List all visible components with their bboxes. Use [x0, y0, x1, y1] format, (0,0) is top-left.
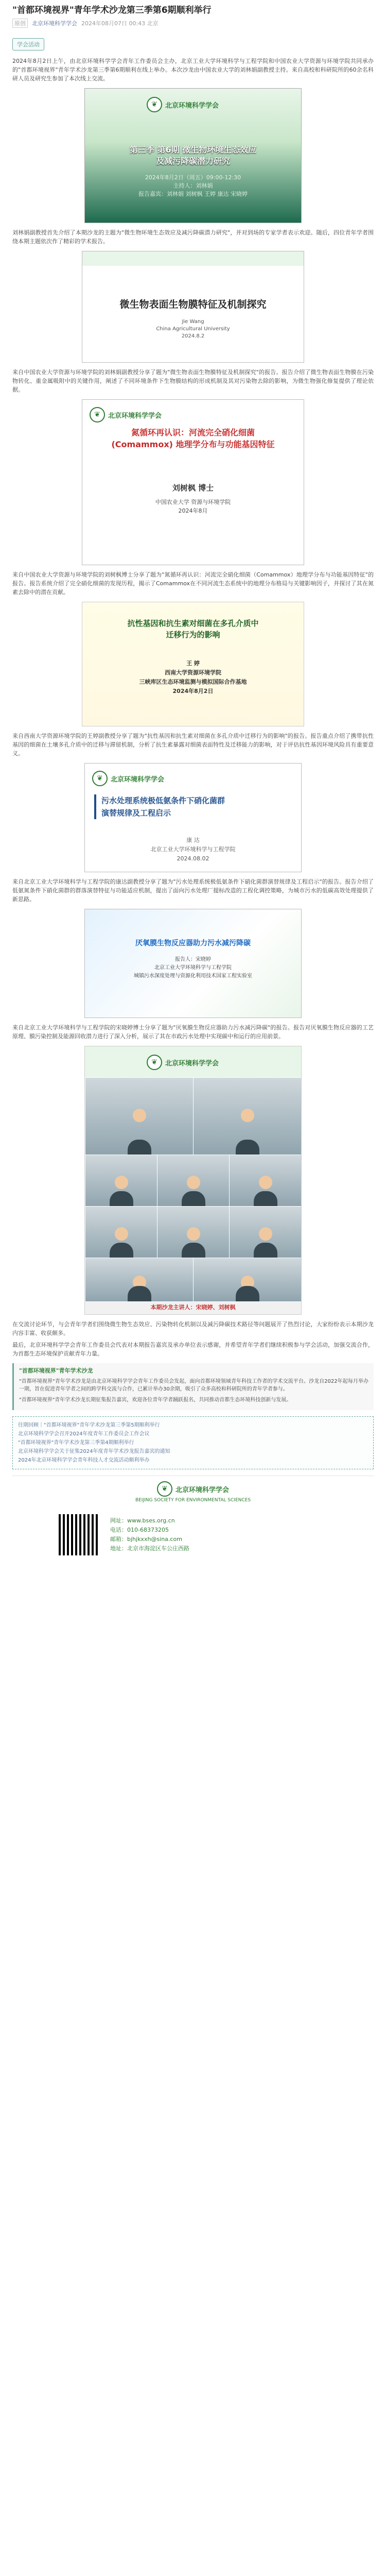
qr-code	[59, 1514, 100, 1555]
poster-title-line1: 第三季 第6期 微生物环境生态效应	[129, 145, 257, 155]
slide-date: 2024.08.02	[177, 855, 209, 862]
leaf-icon: ❦	[147, 1055, 162, 1070]
slide-speaker: Jie Wang	[182, 319, 204, 325]
collage-header	[85, 1046, 301, 1077]
article-title: "首都环境视界"青年学术沙龙第三季第6期顺利举行	[12, 5, 212, 15]
footer-society-name: 北京环境科学学会	[175, 1486, 229, 1494]
collage-caption: 本期沙龙主讲人：宋晓婷、刘树枫	[150, 1304, 236, 1311]
slide-affiliation: 北京工业大学环境科学与工程学院	[150, 846, 236, 853]
slide-byline	[85, 956, 301, 980]
participant-video	[193, 1077, 302, 1156]
report-slide-4	[84, 763, 302, 872]
original-tag: 原创	[12, 19, 28, 28]
slide-byline	[82, 318, 304, 340]
contact-tel: 电话：010-68373205	[110, 1527, 169, 1533]
related-links	[12, 1416, 374, 1469]
participant-video	[157, 1206, 230, 1259]
slide-title-line1: 污水处理系统极低氨条件下硝化菌群	[101, 796, 225, 805]
slide-affiliation-line1: 西南大学资源环境学院	[165, 669, 221, 676]
article-meta	[12, 19, 374, 28]
quote-lead: "首都环境视界"青年学术沙龙	[19, 1367, 93, 1374]
salon-intro-quote	[12, 1363, 374, 1410]
slide-affiliation	[82, 498, 304, 515]
leaf-icon: ❦	[92, 771, 108, 786]
related-link[interactable]: "首都环境视界"青年学术沙龙第三季第4期顺利举行	[18, 1440, 134, 1446]
slide-date: 2024年8月	[178, 507, 208, 514]
slide-title: 厌氧膜生物反应器助力污水减污降碳	[135, 939, 251, 947]
leaf-icon: ❦	[147, 97, 162, 112]
slide-affiliation-line1: 中国农业大学 资源与环境学院	[155, 499, 231, 505]
slide-title-line1: 氮循环再认识：河流完全硝化细菌	[131, 428, 255, 437]
slide-title	[94, 794, 292, 819]
slide-title: 微生物表面生物膜特征及机制探究	[119, 299, 267, 310]
leaf-icon: ❦	[157, 1481, 172, 1497]
report-slide-1	[82, 251, 304, 363]
poster-host: 主持人：刘林娟	[173, 182, 213, 189]
society-logo	[147, 97, 219, 112]
slide-byline	[82, 659, 304, 696]
society-name: 北京环境科学学会	[111, 775, 165, 784]
slide-title-line1: 抗性基因和抗生素对细菌在多孔介质中	[127, 619, 259, 628]
poster-title	[85, 144, 301, 167]
poster-title-line2: 及减污降碳潜力研究	[155, 156, 230, 166]
paragraph-discussion: 在交流讨论环节，与会青年学者们围绕微生物生态效应、污染物转化机制以及减污降碳技术路径等问题展开了热烈讨论，大家纷纷表示本期沙龙内容丰富、收获颇多。	[12, 1321, 374, 1336]
footer-society-en: BEIJING SOCIETY FOR ENVIRONMENTAL SCIENCES	[135, 1498, 251, 1503]
report-slide-5	[84, 909, 302, 1018]
slide-title	[82, 427, 304, 450]
participant-video	[85, 1206, 158, 1259]
report-slide-3	[82, 602, 304, 726]
related-link[interactable]: 北京环境科学学会召开2024年度青年工作委员会工作会议	[18, 1431, 150, 1437]
slide-title-line2: (Comammox) 地理学分布与功能基因特征	[111, 439, 275, 449]
slide-header	[82, 251, 304, 266]
society-name: 北京环境科学学会	[108, 412, 162, 420]
poster-info	[85, 174, 301, 198]
slide-title-line2: 演替规律及工程启示	[101, 808, 171, 818]
society-logo	[92, 771, 164, 786]
participant-video	[85, 1077, 194, 1156]
slide-speaker: 刘树枫 博士	[172, 483, 214, 493]
paragraph-report-3: 来自西南大学资源环境学院的王婷副教授分享了题为"抗性基因和抗生素对细菌在多孔介质中迁移行为的影响"的报告。报告重点介绍了携带抗性基因的细菌在土壤多孔介质中的迁移与滞留机制，分析了抗生素暴露对细菌表面特性及迁移能力的影响，对于评估抗性基因环境风险具有重要意义。	[12, 733, 374, 757]
slide-speaker: 康 达	[186, 837, 200, 843]
slide-affiliation: China Agricultural University	[156, 326, 230, 332]
poster-date: 2024年8月2日（周五）09:00-12:30	[145, 174, 241, 181]
paragraph-report-1: 来自中国农业大学资源与环境学院的刘林娟副教授分享了题为"微生物表面生物膜特征及机制探究"的报告。报告介绍了微生物表面生物膜在污染物转化、重金属吸附中的关键作用，阐述了不同环境条件下生物膜结构的形成机制及其对污染物去除的影响，为微生物强化修复提供了理论依据。	[12, 369, 374, 393]
related-link[interactable]: 往期回顾｜"首都环境视界"青年学术沙龙第三季第5期顺利举行	[18, 1422, 160, 1428]
banner-label: 学会活动	[12, 38, 44, 50]
participant-video	[229, 1155, 302, 1207]
paragraph-report-5: 来自北京工业大学环境科学与工程学院的宋晓婷博士分享了题为"厌氧膜生物反应器助力污水减污降碳"的报告。报告对厌氧膜生物反应器的工艺原理、膜污染控制及能源回收潜力进行了深入分析，展示了其在市政污水处理中实现碳中和运行的应用前景。	[12, 1024, 374, 1040]
slide-date: 2024.8.2	[181, 333, 205, 339]
footer-logo	[12, 1481, 374, 1503]
source-link[interactable]: 北京环境科学学会	[32, 20, 77, 27]
quote-text-2: "首都环境视界"青年学术沙龙长期征集报告嘉宾，欢迎各位青年学者踊跃报名，共同推动首都生态环境科技创新与发展。	[19, 1397, 292, 1403]
slide-title	[82, 618, 304, 640]
paragraph-intro: 2024年8月2日上午，由北京环境科学学会青年工作委员会主办，北京工业大学环境科学与工程学院和中国农业大学资源与环境学院共同承办的"首都环境视界"青年学术沙龙第三季第6期顺利在线上举办。本次沙龙由中国农业大学的刘林娟副教授主持。来自高校和科研院所的60余名科研人员及研究生参加了本次线上交流。	[12, 58, 374, 82]
paragraph-closing: 最后，北京环境科学学会青年工作委员会代表对本期报告嘉宾及承办单位表示感谢，并希望青年学者们继续积极参与学会活动，加强交流合作，为首都生态环境保护贡献青年力量。	[12, 1342, 374, 1357]
society-name: 北京环境科学学会	[165, 1059, 219, 1067]
slide-title-line2: 迁移行为的影响	[166, 630, 220, 639]
report-slide-2	[82, 399, 304, 565]
paragraph-opening: 刘林娟副教授首先介绍了本期沙龙的主题为"微生物环境生态效应及减污降碳潜力研究"，并对到场的专家学者表示欢迎。随后，四位青年学者围绕本期主题依次作了精彩的学术报告。	[12, 229, 374, 245]
participants-collage	[84, 1046, 302, 1315]
publish-date: 2024年08月07日 00:43 北京	[81, 20, 159, 27]
related-link[interactable]: 北京环境科学学会关于征集2024年度青年学术沙龙报告嘉宾的通知	[18, 1449, 170, 1454]
poster-speakers: 报告嘉宾：刘林娟 刘树枫 王婷 康达 宋晓婷	[138, 191, 248, 197]
participant-video	[85, 1155, 158, 1207]
society-name: 北京环境科学学会	[165, 101, 219, 110]
slide-speaker: 王 婷	[186, 660, 200, 667]
leaf-icon: ❦	[90, 407, 105, 422]
contact-info	[110, 1516, 189, 1553]
related-link[interactable]: 2024年北京环境科学学会青年科技人才交流活动顺利举办	[18, 1458, 150, 1463]
activity-banner	[12, 35, 374, 54]
paragraph-report-2: 来自中国农业大学资源与环境学院的刘树枫博士分享了题为"氮循环再认识：河流完全硝化细菌（Comammox）地理学分布与功能基因特征"的报告。报告系统介绍了完全硝化细菌的发现历程，揭示了Comammox在不同河流生态系统中的地理分布格局与关键影响因子，并探讨了其在氮素去除中的潜在贡献。	[12, 571, 374, 596]
footer-contact	[12, 1508, 374, 1565]
society-logo	[90, 407, 162, 422]
society-logo	[147, 1055, 219, 1070]
slide-affiliation-line2: 三峡库区生态环境监测与模拟国际合作基地	[139, 679, 247, 685]
slide-affiliation-line1: 北京工业大学环境科学与工程学院	[154, 965, 232, 971]
participant-video	[85, 1258, 194, 1302]
slide-affiliation-line2: 城镇污水深度处理与资源化利用技术国家工程实验室	[134, 973, 252, 979]
paragraph-report-4: 来自北京工业大学环境科学与工程学院的康达副教授分享了题为"污水处理系统极低氨条件下硝化菌群演替规律及工程启示"的报告。报告介绍了低氨氮条件下硝化菌群的群落演替特征与功能适应机制，提出了面向污水处理厂提标改造的工程化调控策略，为城市污水的低碳高效处理提供了新思路。	[12, 878, 374, 903]
slide-date: 2024年8月2日	[172, 688, 214, 694]
participant-video	[193, 1258, 302, 1302]
quote-text: "首都环境视界"青年学术沙龙是由北京环境科学学会青年工作委员会发起，面向首都环境领域青年科技工作者的学术交流平台。沙龙自2022年起每月举办一期，旨在促进青年学者之间的跨学科交流与合作，已累计举办30余期，吸引了众多高校和科研院所的青年学者参与。	[19, 1379, 369, 1392]
slide-speaker: 报告人：宋晓婷	[175, 957, 211, 962]
contact-web: 网址：www.bses.org.cn	[110, 1517, 175, 1524]
event-poster	[84, 88, 302, 223]
participant-video	[229, 1206, 302, 1259]
contact-email: 邮箱：bjhjkxxh@sina.com	[110, 1536, 182, 1543]
participant-video	[157, 1155, 230, 1207]
slide-byline	[85, 836, 301, 863]
contact-address: 地址：北京市海淀区车公庄西路	[110, 1545, 189, 1552]
